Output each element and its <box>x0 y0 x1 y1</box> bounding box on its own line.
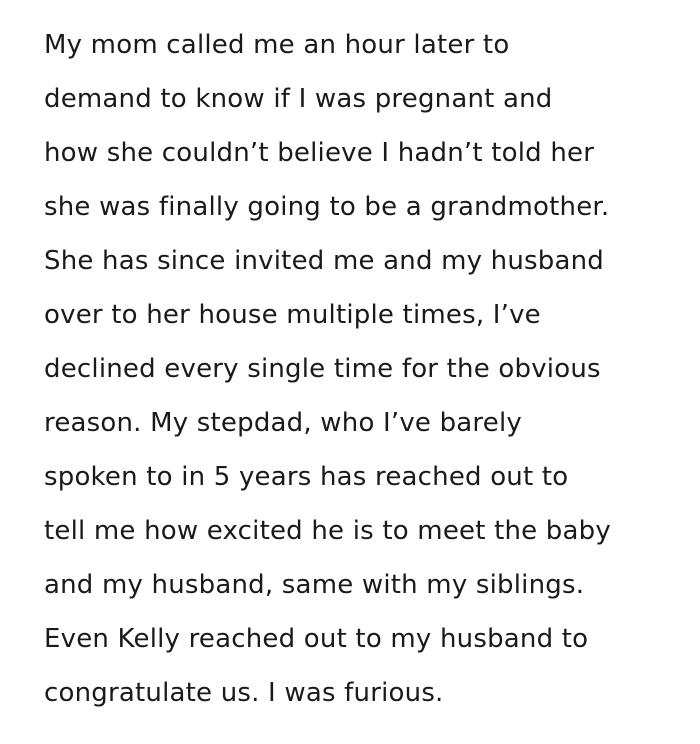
paragraph-line: demand to know if I was pregnant and <box>44 84 553 114</box>
story-paragraph <box>44 18 684 720</box>
paragraph-line: and my husband, same with my siblings. <box>44 570 585 600</box>
paragraph-line: declined every single time for the obvious <box>44 354 601 384</box>
paragraph-line: tell me how excited he is to meet the baby <box>44 516 611 546</box>
paragraph-line: reason. My stepdad, who I’ve barely <box>44 408 522 438</box>
paragraph-line: over to her house multiple times, I’ve <box>44 300 541 330</box>
paragraph-line: she was finally going to be a grandmother. <box>44 192 610 222</box>
paragraph-line: congratulate us. I was furious. <box>44 678 444 708</box>
paragraph-line: She has since invited me and my husband <box>44 246 605 276</box>
paragraph-line: Even Kelly reached out to my husband to <box>44 624 589 654</box>
paragraph-line: My mom called me an hour later to <box>44 30 510 60</box>
paragraph-line: spoken to in 5 years has reached out to <box>44 462 569 492</box>
paragraph-line: how she couldn’t believe I hadn’t told her <box>44 138 595 168</box>
